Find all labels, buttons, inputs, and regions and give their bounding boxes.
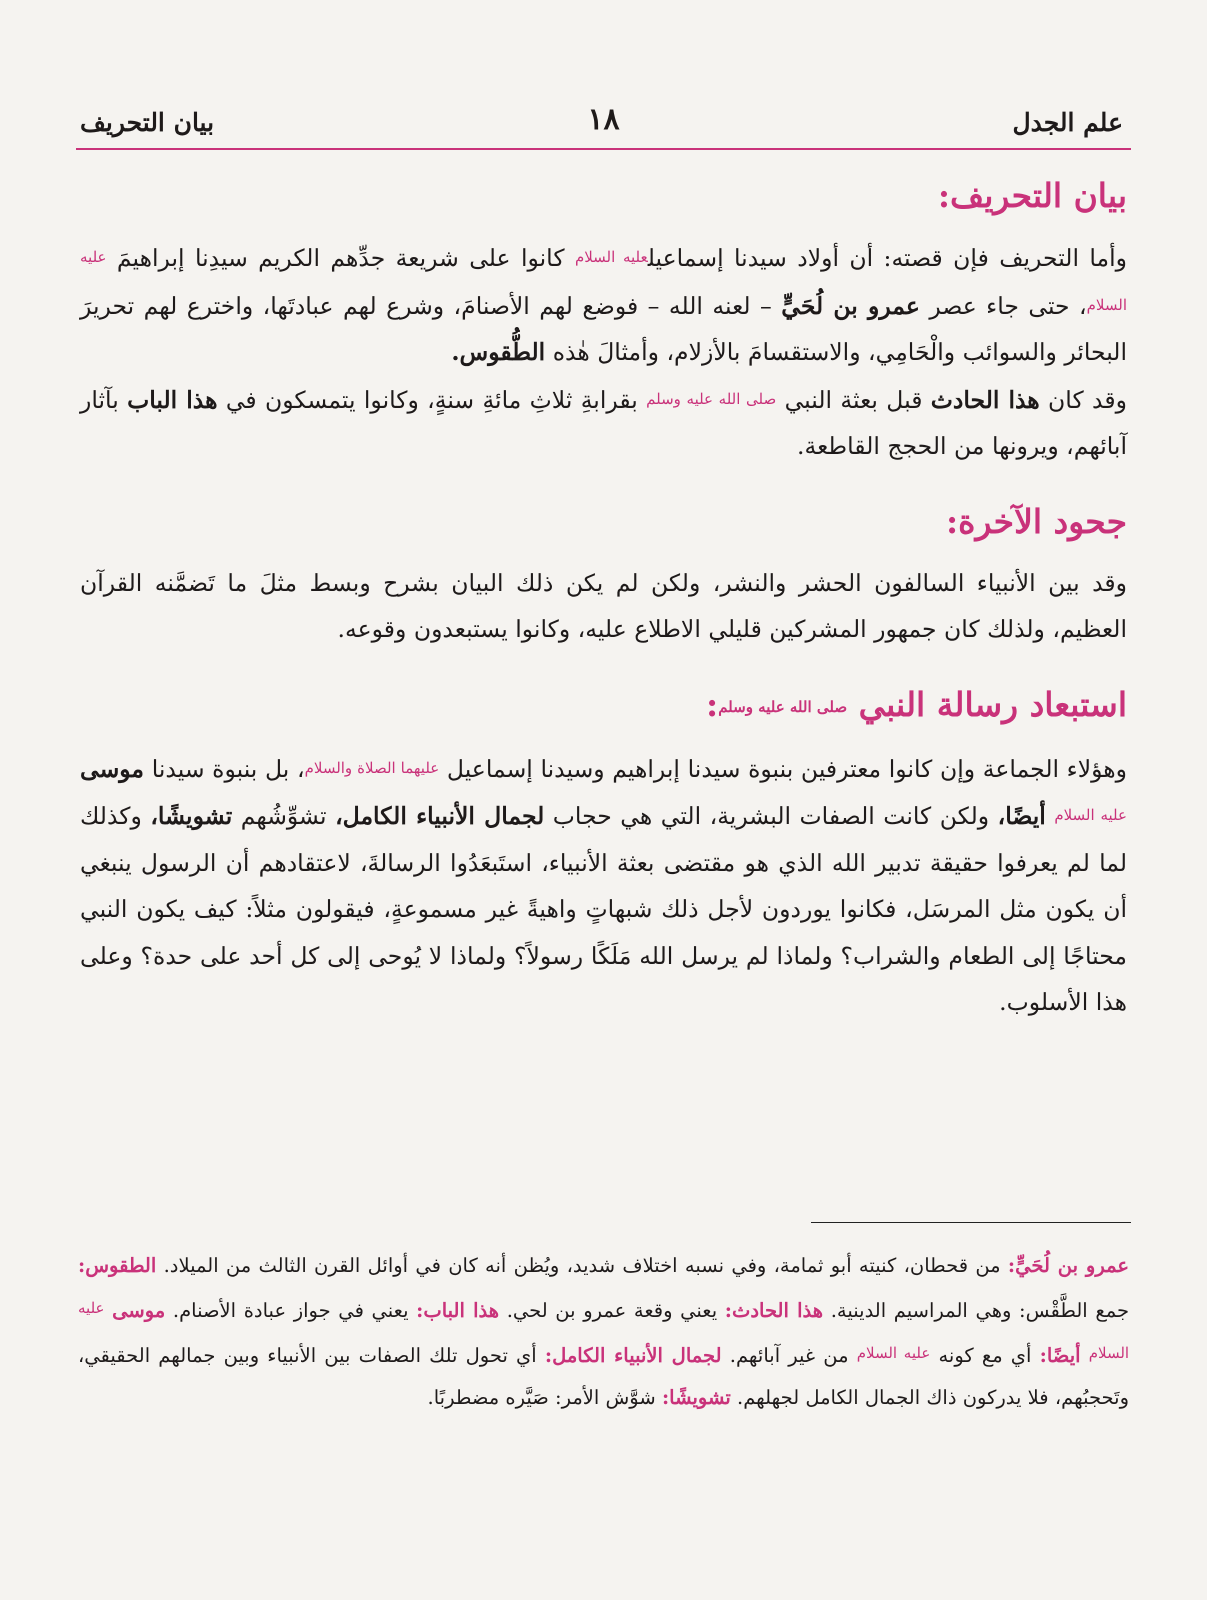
footnote-text-tashwish: شوَّش الأمر: صَيَّره مضطربًا. [427,1386,656,1409]
section-heading-istibad: استبعاد رسالة النبي صلى الله عليه وسلم: [706,684,1127,724]
footnote-term-tuqus: الطقوس: [78,1254,157,1277]
honorific-alayhi-icon: عليه السلام [78,1299,1130,1362]
footnote-term-tashwish: تشويشًا: [661,1386,731,1409]
paragraph-tahrif-2: وقد كان هذا الحادث قبل بعثة النبي صلى الله عليه وسلم بقرابةِ ثلاثِ مائةِ سنةٍ، وكانوا يتمسكون في هذا الباب بآثار آبائهم، ويرونها من الحجج القاطعة. [80,385,1127,460]
term-jamal-alanbiya: لجمال الأنبياء الكامل، [335,802,545,830]
term-tashwish: تشويشًا، [150,802,233,830]
term-amr-ibn-luhay: عمرو بن لُحَيٍّ [781,291,920,320]
term-hadha-albab: هذا الباب [127,385,218,414]
term-aydan: أيضًا، [997,802,1046,830]
footnote-divider [811,1222,1131,1223]
main-text [80,168,1127,1026]
book-title: علم الجدل [1012,108,1123,137]
term-hadha-alhadith: هذا الحادث [930,385,1040,414]
section-heading-juhud: جحود الآخرة: [945,501,1127,541]
footnote-term-musa: موسى [112,1299,166,1322]
footnote-term-aydan: أيضًا: [1039,1344,1081,1367]
term-musa: موسى [80,754,145,783]
honorific-alayhi-icon: عليه السلام [80,248,1127,314]
paragraph-istibad-1: وهؤلاء الجماعة وإن كانوا معترفين بنبوة سيدنا إبراهيم وسيدنا إسماعيل عليهما الصلاة والسلام، بل بنبوة سيدنا موسى عليه السلام أيضًا، ولكن كانت الصفات البشرية، التي هي حجاب لجمال الأنبياء الكامل، تشوِّشُهم تشويشًا، وكذلك لما لم يعرفوا حقيقة تدبير الله الذي هو مقتضى بعثة الأنبياء، استَبعَدُوا الرسالةَ، لاعتقادهم أن الرسول ينبغي أن يكون مثل المرسَل، فكانوا يوردون لأجل ذلك شبهاتٍ واهيةً غير مسموعةٍ، فيقولون مثلاً: كيف يكون النبي محتاجًا إلى الطعام والشراب؟ ولماذا لم يرسل الله مَلَكًا رسولاً؟ ولماذا لا يُوحى إلى كل أحد على حدة؟ وعلى هذا الأسلوب. [80,754,1128,1016]
running-header [76,102,1131,150]
footnote-text-amr: من قحطان، كنيته أبو ثمامة، وفي نسبه اختلاف شديد، ويُظن أنه كان في أوائل القرن الثالث من الميلاد. [163,1254,1001,1277]
honorific-alayhi-icon: عليه السلام [856,1344,931,1362]
page-number: ١٨ [587,102,620,137]
honorific-alayhima-icon: عليهما الصلاة والسلام [304,758,440,777]
footnote-term-jamal: لجمال الأنبياء الكامل: [544,1344,722,1367]
footnote-text-musa-a: أي مع كونه [938,1344,1032,1367]
footnote-text-jamal: أي تحول تلك الصفات بين الأنبياء وبين جمالهم الحقيقي، وتَحجبُهم، فلا يدركون ذاك الجمال الكامل لجهلهم. [78,1344,1129,1409]
footnote-term-bab: هذا الباب: [416,1299,500,1322]
honorific-alayhi-icon: عليه السلام [574,248,648,266]
term-tuqus: الطُّقوس. [451,338,546,366]
footnote-text-tuqus: جمع الطَّقْس: وهي المراسيم الدينية. [830,1299,1130,1322]
footnote-text-bab: يعني في جواز عبادة الأصنام. [172,1299,409,1322]
chapter-title: بيان التحريف [80,108,215,137]
honorific-salla-icon: صلى الله عليه وسلم [718,697,848,716]
footnotes [78,1245,1129,1419]
footnote-text-musa-b: من غير آبائهم. [729,1344,849,1367]
honorific-alayhi-icon: عليه السلام [1054,806,1127,824]
honorific-salla-icon: صلى الله عليه وسلم [646,389,777,408]
section-heading-tahrif: بيان التحريف: [937,176,1127,215]
footnote-term-amr: عمرو بن لُحَيٍّ: [1007,1254,1130,1277]
footnote-text-hadith: يعني وقعة عمرو بن لحي. [506,1299,718,1322]
paragraph-tahrif-1: وأما التحريف فإن قصته: أن أولاد سيدنا إسماعيلعليه السلام كانوا على شريعة جدِّهم الكريم سيدِنا إبراهيمَ عليه السلام، حتى جاء عصر عمرو بن لُحَيٍّ – لعنه الله – فوضع لهم الأصنامَ، وشرع لهم عبادتَها، واخترع لهم تحريرَ البحائر والسوائب والْحَامِي، والاستقسامَ بالأزلام، وأمثالَ هٰذه الطُّقوس. [80,244,1127,366]
footnote-term-hadith: هذا الحادث: [724,1299,824,1322]
paragraph-juhud-1: وقد بين الأنبياء السالفون الحشر والنشر، ولكن لم يكن ذلك البيان بشرح وبسط مثلَ ما تَضمَّنه القرآن العظيم، ولذلك كان جمهور المشركين قليلي الاطلاع عليه، وكانوا يستبعدون وقوعه. [80,568,1127,643]
